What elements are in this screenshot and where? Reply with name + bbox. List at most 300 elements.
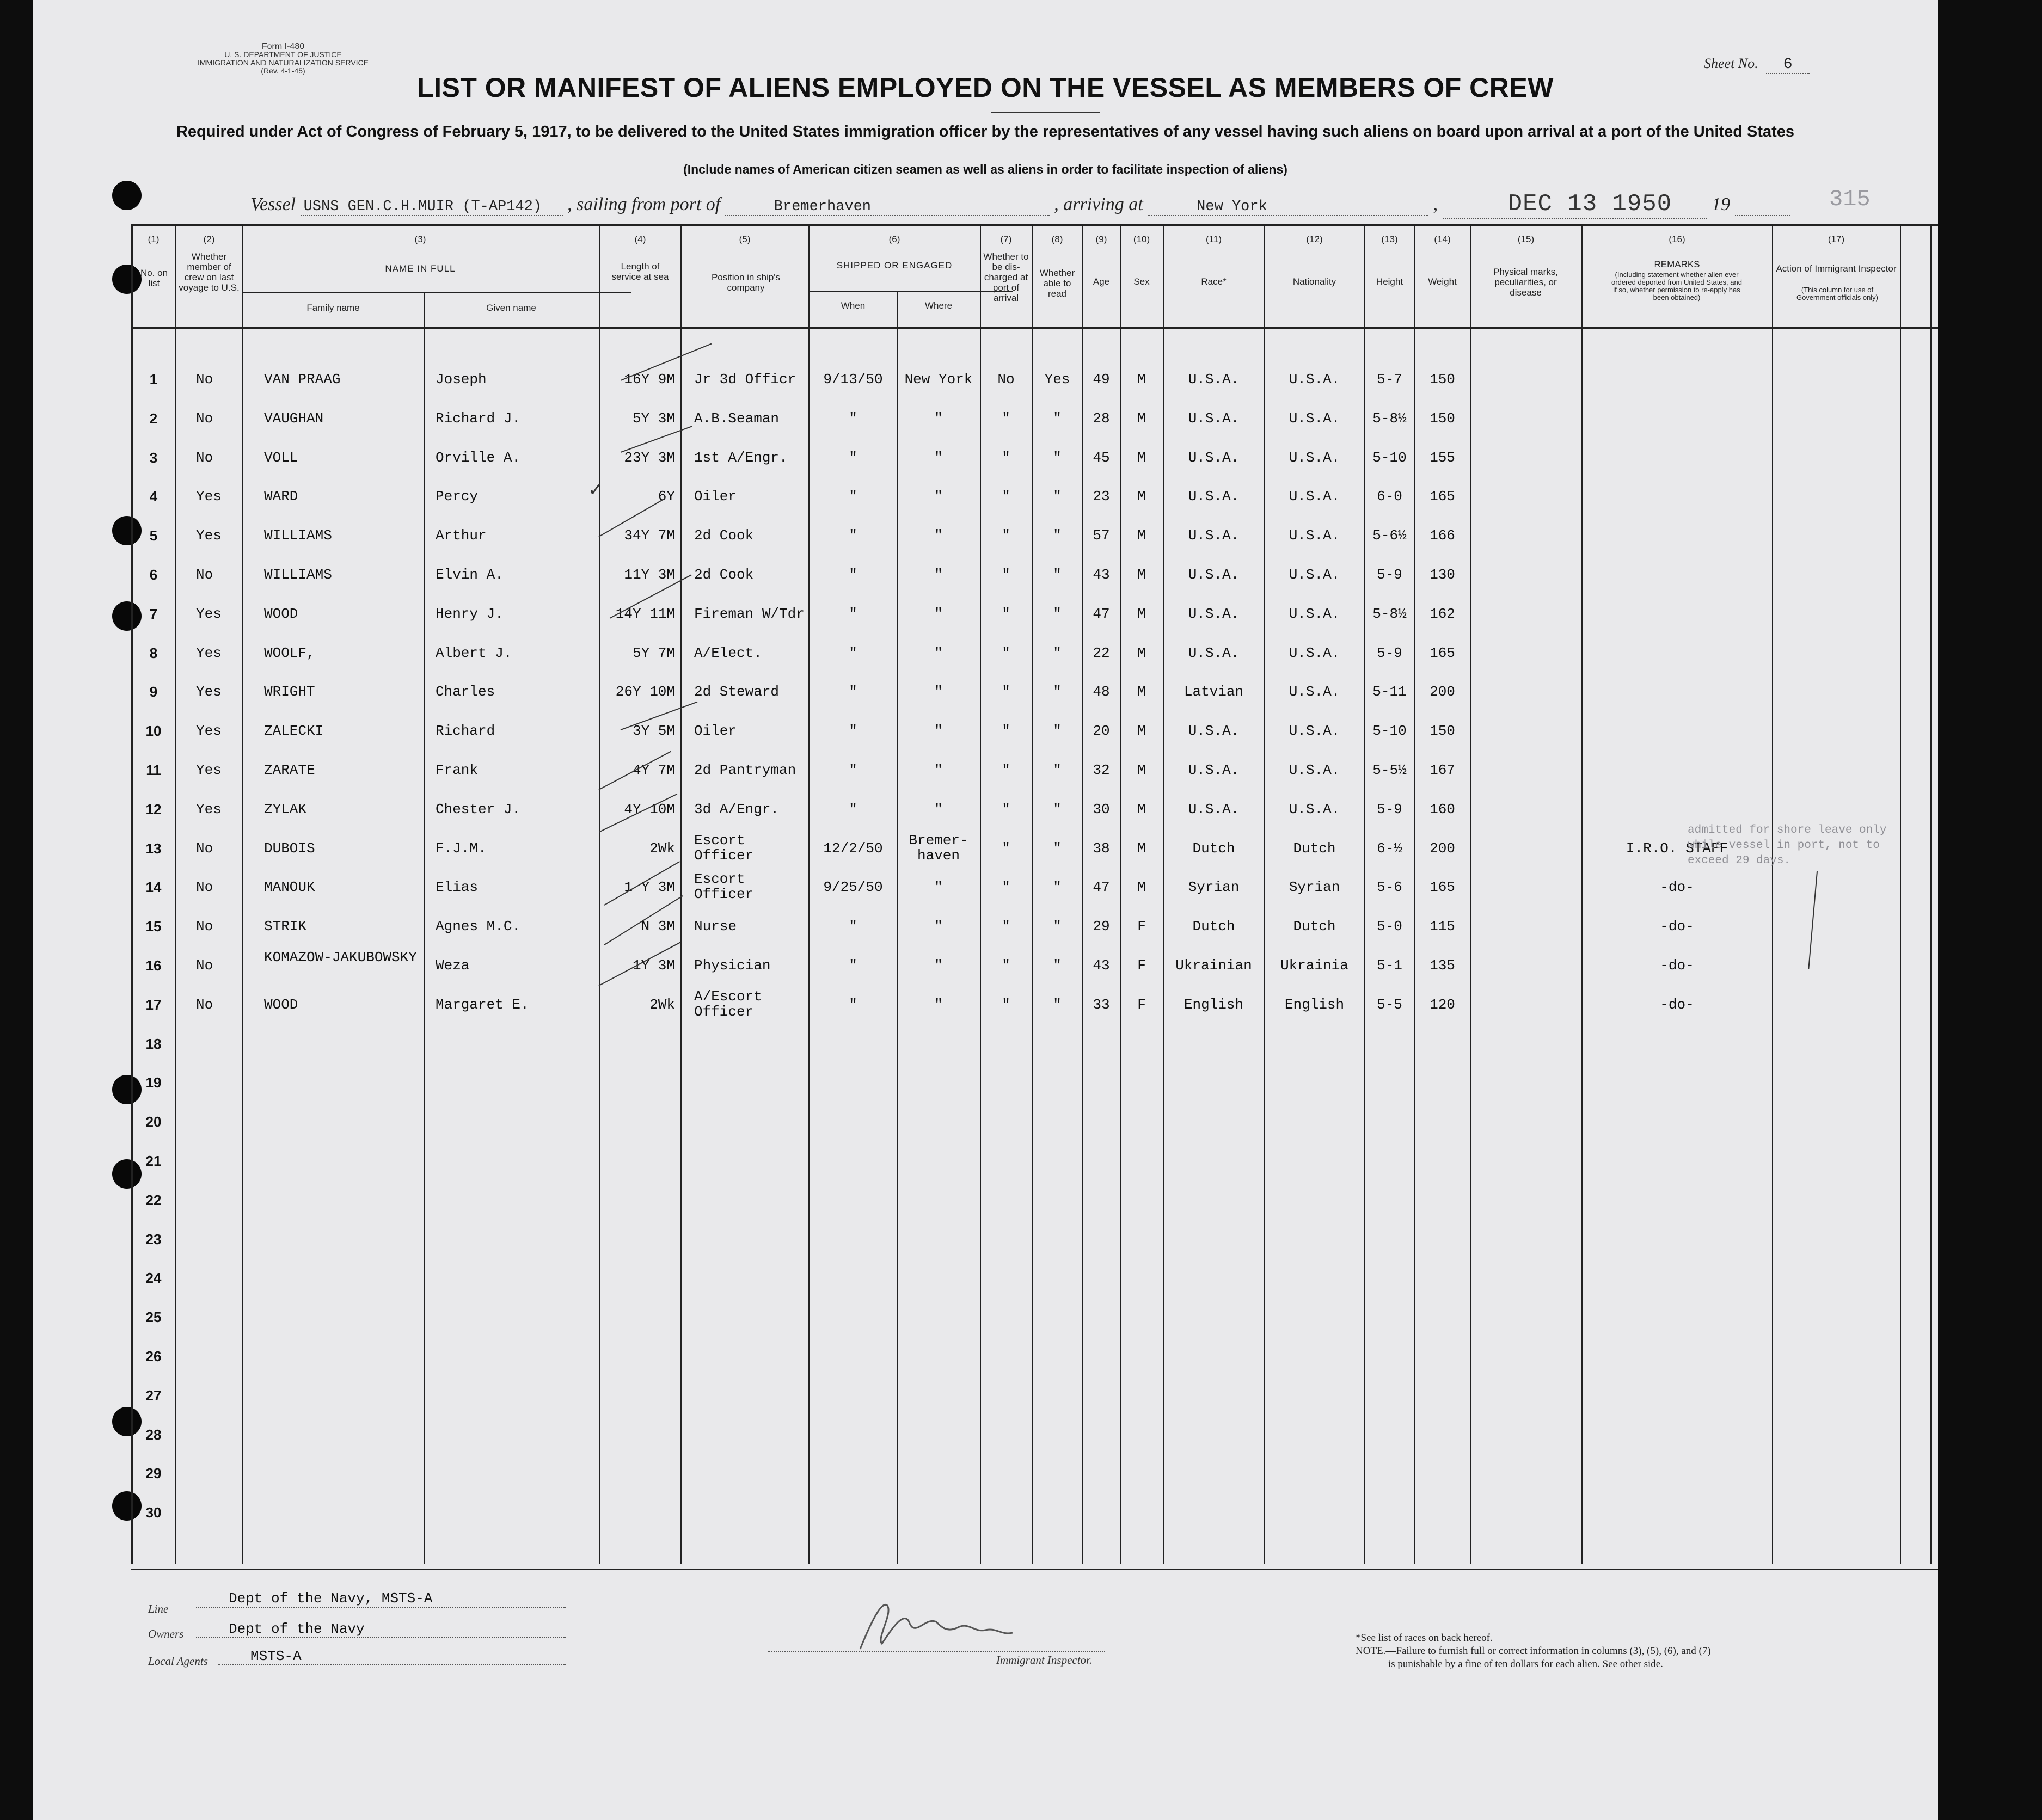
col-num: (3) bbox=[414, 234, 426, 244]
header-height: Height bbox=[1376, 276, 1403, 287]
cell-shipped-where: " bbox=[934, 644, 943, 661]
cell-family-name: WARD bbox=[264, 488, 298, 505]
cell-race: Latvian bbox=[1183, 684, 1244, 700]
cell-able-to-read: " bbox=[1053, 567, 1062, 583]
department: U. S. DEPARTMENT OF JUSTICE bbox=[224, 50, 342, 59]
cell-position: 1st A/Engr. bbox=[694, 449, 788, 466]
service: IMMIGRATION AND NATURALIZATION SERVICE bbox=[198, 58, 369, 67]
cell-height: 5-10 bbox=[1372, 449, 1407, 466]
cell-family-name: VAUGHAN bbox=[264, 410, 324, 427]
revision: (Rev. 4-1-45) bbox=[261, 66, 305, 75]
cell-sex: M bbox=[1137, 762, 1146, 778]
cell-height: 5-0 bbox=[1377, 918, 1402, 935]
cell-nationality: U.S.A. bbox=[1289, 567, 1340, 583]
cell-height: 6-0 bbox=[1377, 488, 1402, 505]
table-row bbox=[33, 1181, 1938, 1219]
cell-age: 47 bbox=[1093, 879, 1110, 896]
cell-shipped-when: 9/25/50 bbox=[823, 879, 883, 896]
cell-family-name: DUBOIS bbox=[264, 840, 315, 857]
cell-member-last-voyage: Yes bbox=[196, 762, 222, 778]
cell-length-service: 26Y 10M bbox=[615, 684, 675, 700]
header-physical: Physical marks, peculiarities, or disease bbox=[1493, 267, 1559, 298]
header-age: Age bbox=[1093, 276, 1110, 287]
cell-remarks bbox=[1583, 399, 1771, 438]
cell-given-name: Joseph bbox=[436, 371, 487, 388]
table-row bbox=[33, 634, 1938, 672]
cell-weight: 162 bbox=[1430, 605, 1455, 622]
cell-position: 3d A/Engr. bbox=[694, 801, 780, 817]
table-row bbox=[33, 986, 1938, 1024]
vessel-label: Vessel bbox=[250, 194, 296, 214]
cell-position: 2d Cook bbox=[694, 527, 754, 544]
cell-row-number: 24 bbox=[145, 1270, 162, 1287]
footer-divider bbox=[131, 1569, 1938, 1570]
subnote: (Include names of American citizen seamen as well as aliens in order to facilitate inspection of aliens) bbox=[683, 162, 1287, 176]
cell-nationality: Dutch bbox=[1293, 840, 1336, 857]
voyage-line: Vessel USNS GEN.C.H.MUIR (T-AP142) , sailing from port of Bremerhaven , arriving at New York , DEC 13 1950 19 bbox=[250, 190, 1720, 216]
cell-discharged: " bbox=[1002, 684, 1010, 700]
cell-family-name: WRIGHT bbox=[264, 684, 315, 700]
header-member-last-voyage: Whether member of crew on last voyage to U.S. bbox=[179, 251, 240, 293]
cell-position: 2d Steward bbox=[694, 684, 780, 700]
cell-discharged: " bbox=[1002, 723, 1010, 740]
cell-nationality: U.S.A. bbox=[1289, 527, 1340, 544]
header-given-name: Given name bbox=[486, 303, 536, 313]
cell-discharged: " bbox=[1002, 567, 1010, 583]
cell-remarks bbox=[1583, 556, 1771, 594]
cell-member-last-voyage: Yes bbox=[196, 723, 222, 740]
cell-shipped-when: " bbox=[849, 723, 857, 740]
cell-height: 5-11 bbox=[1372, 684, 1407, 700]
cell-position: Physician bbox=[694, 957, 771, 974]
cell-height: 6-½ bbox=[1377, 840, 1402, 857]
header-bottom-border bbox=[131, 327, 1938, 329]
cell-age: 33 bbox=[1093, 996, 1110, 1013]
cell-given-name: Arthur bbox=[436, 527, 487, 544]
cell-member-last-voyage: No bbox=[196, 410, 213, 427]
table-row bbox=[33, 868, 1938, 906]
cell-shipped-when: " bbox=[849, 762, 857, 778]
cell-nationality: U.S.A. bbox=[1289, 723, 1340, 740]
cell-row-number: 7 bbox=[149, 605, 158, 622]
table-row bbox=[33, 1493, 1938, 1532]
cell-sex: M bbox=[1137, 410, 1146, 427]
cell-length-service: 6Y bbox=[658, 488, 675, 505]
cell-shipped-where: " bbox=[934, 996, 943, 1013]
header-sex: Sex bbox=[1133, 276, 1150, 287]
cell-given-name: Orville A. bbox=[436, 449, 521, 466]
cell-remarks: -do- bbox=[1660, 879, 1694, 896]
cell-given-name: Percy bbox=[436, 488, 479, 505]
table-row bbox=[33, 1063, 1938, 1102]
col-num: (8) bbox=[1051, 234, 1063, 244]
cell-race: U.S.A. bbox=[1188, 644, 1240, 661]
cell-able-to-read: " bbox=[1053, 644, 1062, 661]
cell-nationality: English bbox=[1284, 996, 1345, 1013]
cell-shipped-when: " bbox=[849, 684, 857, 700]
cell-shipped-where: Bremer-haven bbox=[909, 832, 968, 864]
cell-length-service: 5Y 3M bbox=[632, 410, 675, 427]
header-remarks-note: (Including statement whether alien ever ordered deported from United States, and if so, whether permission to re-apply has been obtained) bbox=[1611, 270, 1742, 302]
cell-weight: 115 bbox=[1430, 918, 1455, 935]
cell-nationality: Ukrainia bbox=[1280, 957, 1348, 974]
cell-position: 2d Pantryman bbox=[694, 762, 796, 778]
cell-discharged: " bbox=[1002, 840, 1010, 857]
inspector-signature bbox=[849, 1589, 1078, 1655]
table-row bbox=[33, 1416, 1938, 1454]
signature-line bbox=[768, 1651, 1105, 1652]
cell-remarks bbox=[1583, 595, 1771, 633]
cell-nationality: U.S.A. bbox=[1289, 605, 1340, 622]
cell-discharged: " bbox=[1002, 762, 1010, 778]
col-num: (17) bbox=[1828, 234, 1845, 244]
cell-length-service: N 3M bbox=[641, 918, 675, 935]
col-num: (1) bbox=[148, 234, 160, 244]
cell-row-number: 12 bbox=[145, 801, 162, 817]
cell-remarks: -do- bbox=[1660, 996, 1694, 1013]
cell-member-last-voyage: Yes bbox=[196, 644, 222, 661]
cell-given-name: Weza bbox=[436, 957, 470, 974]
cell-weight: 200 bbox=[1430, 684, 1455, 700]
table-row bbox=[33, 751, 1938, 789]
cell-nationality: Dutch bbox=[1293, 918, 1336, 935]
cell-row-number: 27 bbox=[145, 1387, 162, 1404]
cell-member-last-voyage: Yes bbox=[196, 527, 222, 544]
cell-sex: F bbox=[1137, 957, 1146, 974]
cell-position: Oiler bbox=[694, 723, 737, 740]
cell-discharged: " bbox=[1002, 410, 1010, 427]
cell-nationality: U.S.A. bbox=[1289, 371, 1340, 388]
footnotes bbox=[1356, 1632, 1711, 1671]
table-row bbox=[33, 907, 1938, 945]
cell-remarks bbox=[1583, 751, 1771, 789]
table-top-border bbox=[131, 224, 1938, 226]
cell-given-name: Albert J. bbox=[436, 644, 512, 661]
cell-family-name: WOOD bbox=[264, 605, 298, 622]
cell-row-number: 30 bbox=[145, 1504, 162, 1521]
cell-age: 43 bbox=[1093, 957, 1110, 974]
cell-weight: 135 bbox=[1430, 957, 1455, 974]
table-row bbox=[33, 1337, 1938, 1375]
cell-position: Nurse bbox=[694, 918, 737, 935]
header-family-name: Family name bbox=[306, 303, 360, 313]
cell-height: 5-5 bbox=[1377, 996, 1402, 1013]
cell-row-number: 4 bbox=[149, 488, 158, 505]
cell-position: A.B.Seaman bbox=[694, 410, 780, 427]
cell-shipped-when: " bbox=[849, 801, 857, 817]
agents-label: Local Agents bbox=[148, 1655, 208, 1668]
cell-sex: M bbox=[1137, 567, 1146, 583]
table-row bbox=[33, 829, 1938, 868]
cell-race: Ukrainian bbox=[1175, 957, 1252, 974]
cell-shipped-where: " bbox=[934, 723, 943, 740]
cell-age: 23 bbox=[1093, 488, 1110, 505]
cell-nationality: U.S.A. bbox=[1289, 410, 1340, 427]
cell-shipped-where: " bbox=[934, 684, 943, 700]
table-row bbox=[33, 673, 1938, 711]
cell-given-name: Elvin A. bbox=[436, 567, 504, 583]
cell-shipped-where: " bbox=[934, 527, 943, 544]
cell-shipped-when: " bbox=[849, 567, 857, 583]
header-position: Position in ship's company bbox=[711, 272, 781, 293]
cell-row-number: 9 bbox=[149, 684, 158, 700]
table-row bbox=[33, 1376, 1938, 1415]
cell-discharged: " bbox=[1002, 644, 1010, 661]
cell-given-name: Chester J. bbox=[436, 801, 521, 817]
cell-shipped-when: 12/2/50 bbox=[823, 840, 883, 857]
cell-able-to-read: " bbox=[1053, 840, 1062, 857]
cell-position: 2d Cook bbox=[694, 567, 754, 583]
cell-family-name: WILLIAMS bbox=[264, 567, 332, 583]
header-action: Action of Immigrant Inspector bbox=[1776, 263, 1897, 274]
cell-shipped-where: " bbox=[934, 879, 943, 896]
cell-length-service: 23Y 3M bbox=[624, 449, 675, 466]
cell-weight: 160 bbox=[1430, 801, 1455, 817]
cell-race: U.S.A. bbox=[1188, 488, 1240, 505]
table-row bbox=[33, 1298, 1938, 1336]
cell-race: U.S.A. bbox=[1188, 410, 1240, 427]
cell-position: A/Elect. bbox=[694, 644, 762, 661]
cell-position: A/Escort Officer bbox=[694, 988, 762, 1020]
cell-member-last-voyage: Yes bbox=[196, 684, 222, 700]
cell-row-number: 25 bbox=[145, 1309, 162, 1326]
cell-nationality: U.S.A. bbox=[1289, 762, 1340, 778]
cell-length-service: 1Y 3M bbox=[632, 957, 675, 974]
col-num: (16) bbox=[1669, 234, 1685, 244]
cell-weight: 165 bbox=[1430, 644, 1455, 661]
subtitle: Required under Act of Congress of February 5, 1917, to be delivered to the United States immigration officer by the representatives of any vessel having such aliens on board upon arrival at a port of the United States bbox=[176, 123, 1795, 140]
cell-row-number: 22 bbox=[145, 1191, 162, 1208]
cell-age: 28 bbox=[1093, 410, 1110, 427]
cell-height: 5-5½ bbox=[1372, 762, 1407, 778]
cell-family-name: VOLL bbox=[264, 449, 298, 466]
table-row bbox=[33, 1142, 1938, 1180]
cell-race: U.S.A. bbox=[1188, 723, 1240, 740]
cell-sex: M bbox=[1137, 605, 1146, 622]
cell-age: 22 bbox=[1093, 644, 1110, 661]
cell-family-name: ZALECKI bbox=[264, 723, 324, 740]
cell-family-name: KOMAZOW-JAKUBOWSKY bbox=[264, 949, 417, 966]
cell-row-number: 2 bbox=[149, 410, 158, 427]
cell-given-name: Agnes M.C. bbox=[436, 918, 521, 935]
cell-discharged: " bbox=[1002, 605, 1010, 622]
cell-able-to-read: " bbox=[1053, 762, 1062, 778]
col-num: (4) bbox=[634, 234, 646, 244]
table-row bbox=[33, 946, 1938, 985]
cell-shipped-when: " bbox=[849, 605, 857, 622]
table-row bbox=[33, 360, 1938, 398]
col-num: (13) bbox=[1381, 234, 1398, 244]
header-shipped: SHIPPED OR ENGAGED bbox=[836, 260, 953, 270]
cell-height: 5-1 bbox=[1377, 957, 1402, 974]
cell-length-service: 11Y 3M bbox=[624, 567, 675, 583]
page-title: LIST OR MANIFEST OF ALIENS EMPLOYED ON THE VESSEL AS MEMBERS OF CREW bbox=[417, 72, 1554, 103]
table-row bbox=[33, 712, 1938, 750]
cell-able-to-read: " bbox=[1053, 801, 1062, 817]
cell-row-number: 16 bbox=[145, 957, 162, 974]
cell-able-to-read: " bbox=[1053, 527, 1062, 544]
cell-member-last-voyage: Yes bbox=[196, 605, 222, 622]
cell-row-number: 26 bbox=[145, 1348, 162, 1364]
cell-member-last-voyage: Yes bbox=[196, 801, 222, 817]
cell-weight: 130 bbox=[1430, 567, 1455, 583]
cell-row-number: 13 bbox=[145, 840, 162, 857]
shore-leave-line: while vessel in port, not to bbox=[1688, 839, 1880, 852]
cell-position: Fireman W/Tdr bbox=[694, 605, 805, 622]
cell-able-to-read: " bbox=[1053, 410, 1062, 427]
cell-given-name: Margaret E. bbox=[436, 996, 529, 1013]
cell-shipped-where: " bbox=[934, 918, 943, 935]
table-row bbox=[33, 595, 1938, 633]
cell-shipped-when: 9/13/50 bbox=[823, 371, 883, 388]
cell-length-service: 14Y 11M bbox=[615, 605, 675, 622]
cell-race: U.S.A. bbox=[1188, 449, 1240, 466]
date-stamp: DEC 13 1950 bbox=[1443, 190, 1707, 219]
sheet-label: Sheet No. bbox=[1704, 56, 1758, 71]
header-no-on-list: No. on list bbox=[140, 268, 168, 288]
cell-discharged: " bbox=[1002, 879, 1010, 896]
cell-able-to-read: " bbox=[1053, 605, 1062, 622]
col-num: (2) bbox=[203, 234, 215, 244]
col-num: (7) bbox=[1000, 234, 1012, 244]
cell-row-number: 1 bbox=[149, 371, 158, 388]
crew-table bbox=[33, 0, 1938, 1820]
cell-race: U.S.A. bbox=[1188, 762, 1240, 778]
cell-age: 57 bbox=[1093, 527, 1110, 544]
header-weight: Weight bbox=[1428, 276, 1457, 287]
cell-discharged: " bbox=[1002, 488, 1010, 505]
cell-row-number: 18 bbox=[145, 1035, 162, 1052]
inspector-label: Immigrant Inspector. bbox=[996, 1653, 1093, 1667]
line-value: Dept of the Navy, MSTS-A bbox=[196, 1590, 566, 1608]
cell-member-last-voyage: No bbox=[196, 996, 213, 1013]
table-row bbox=[33, 1454, 1938, 1492]
cell-length-service: 4Y 7M bbox=[632, 762, 675, 778]
table-row bbox=[33, 439, 1938, 477]
cell-weight: 150 bbox=[1430, 371, 1455, 388]
cell-nationality: U.S.A. bbox=[1289, 488, 1340, 505]
cell-discharged: " bbox=[1002, 996, 1010, 1013]
cell-able-to-read: " bbox=[1053, 449, 1062, 466]
cell-weight: 150 bbox=[1430, 723, 1455, 740]
table-row bbox=[33, 1259, 1938, 1297]
table-row bbox=[33, 399, 1938, 438]
cell-height: 5-10 bbox=[1372, 723, 1407, 740]
cell-member-last-voyage: No bbox=[196, 840, 213, 857]
cell-family-name: STRIK bbox=[264, 918, 307, 935]
form-number: Form I-480 bbox=[261, 42, 305, 51]
cell-height: 5-9 bbox=[1377, 567, 1402, 583]
cell-height: 5-8½ bbox=[1372, 410, 1407, 427]
col-num: (15) bbox=[1517, 234, 1535, 244]
cell-remarks bbox=[1583, 439, 1771, 477]
header-where: Where bbox=[924, 300, 953, 311]
cell-shipped-when: " bbox=[849, 957, 857, 974]
cell-weight: 165 bbox=[1430, 879, 1455, 896]
port-from: Bremerhaven bbox=[725, 199, 1050, 216]
cell-sex: M bbox=[1137, 488, 1146, 505]
cell-family-name: WOOLF, bbox=[264, 644, 315, 661]
cell-shipped-when: " bbox=[849, 527, 857, 544]
cell-sex: M bbox=[1137, 684, 1146, 700]
cell-shipped-where: " bbox=[934, 567, 943, 583]
check-mark: ✓ bbox=[588, 479, 604, 501]
cell-shipped-where: " bbox=[934, 605, 943, 622]
cell-age: 29 bbox=[1093, 918, 1110, 935]
cell-height: 5-8½ bbox=[1372, 605, 1407, 622]
cell-row-number: 8 bbox=[149, 644, 158, 661]
cell-row-number: 6 bbox=[149, 567, 158, 583]
cell-able-to-read: " bbox=[1053, 684, 1062, 700]
header-discharged: Whether to be dis-charged at port of arrival bbox=[983, 251, 1029, 303]
cell-weight: 167 bbox=[1430, 762, 1455, 778]
cell-row-number: 15 bbox=[145, 918, 162, 935]
header-able-read: Whether able to read bbox=[1039, 268, 1075, 299]
cell-nationality: U.S.A. bbox=[1289, 449, 1340, 466]
cell-sex: M bbox=[1137, 801, 1146, 817]
cell-member-last-voyage: No bbox=[196, 957, 213, 974]
cell-age: 30 bbox=[1093, 801, 1110, 817]
cell-race: U.S.A. bbox=[1188, 371, 1240, 388]
header-remarks: REMARKS bbox=[1654, 259, 1700, 269]
cell-remarks bbox=[1583, 673, 1771, 711]
cell-race: U.S.A. bbox=[1188, 801, 1240, 817]
cell-weight: 150 bbox=[1430, 410, 1455, 427]
cell-age: 49 bbox=[1093, 371, 1110, 388]
cell-family-name: MANOUK bbox=[264, 879, 315, 896]
cell-sex: M bbox=[1137, 879, 1146, 896]
cell-height: 5-6½ bbox=[1372, 527, 1407, 544]
cell-position: Jr 3d Officr bbox=[694, 371, 796, 388]
cell-age: 47 bbox=[1093, 605, 1110, 622]
cell-length-service: 2Wk bbox=[649, 996, 675, 1013]
cell-row-number: 23 bbox=[145, 1231, 162, 1247]
cell-able-to-read: " bbox=[1053, 918, 1062, 935]
cell-age: 48 bbox=[1093, 684, 1110, 700]
cell-sex: M bbox=[1137, 449, 1146, 466]
cell-row-number: 5 bbox=[149, 527, 158, 544]
cell-family-name: ZYLAK bbox=[264, 801, 307, 817]
cell-height: 5-9 bbox=[1377, 801, 1402, 817]
col-num: (14) bbox=[1434, 234, 1451, 244]
cell-length-service: 5Y 7M bbox=[632, 644, 675, 661]
cell-member-last-voyage: No bbox=[196, 371, 213, 388]
cell-position: Escort Officer bbox=[694, 832, 754, 864]
footnote-note: NOTE.—Failure to furnish full or correct information in columns (3), (5), (6), and (7) bbox=[1356, 1645, 1711, 1657]
agents-value: MSTS-A bbox=[218, 1648, 566, 1665]
name-subheader-line bbox=[242, 292, 631, 293]
cell-discharged: " bbox=[1002, 801, 1010, 817]
cell-position: Oiler bbox=[694, 488, 737, 505]
cell-height: 5-9 bbox=[1377, 644, 1402, 661]
cell-member-last-voyage: No bbox=[196, 449, 213, 466]
cell-sex: M bbox=[1137, 723, 1146, 740]
cell-shipped-when: " bbox=[849, 488, 857, 505]
cell-nationality: Syrian bbox=[1289, 879, 1340, 896]
cell-row-number: 29 bbox=[145, 1465, 162, 1482]
cell-sex: M bbox=[1137, 840, 1146, 857]
table-row bbox=[33, 556, 1938, 594]
table-row bbox=[33, 477, 1938, 515]
cell-remarks bbox=[1583, 634, 1771, 672]
cell-shipped-when: " bbox=[849, 410, 857, 427]
sailing-label: , sailing from port of bbox=[567, 194, 721, 214]
cell-able-to-read: " bbox=[1053, 723, 1062, 740]
cell-age: 45 bbox=[1093, 449, 1110, 466]
cell-member-last-voyage: Yes bbox=[196, 488, 222, 505]
table-row bbox=[33, 1025, 1938, 1063]
cell-row-number: 20 bbox=[145, 1114, 162, 1130]
